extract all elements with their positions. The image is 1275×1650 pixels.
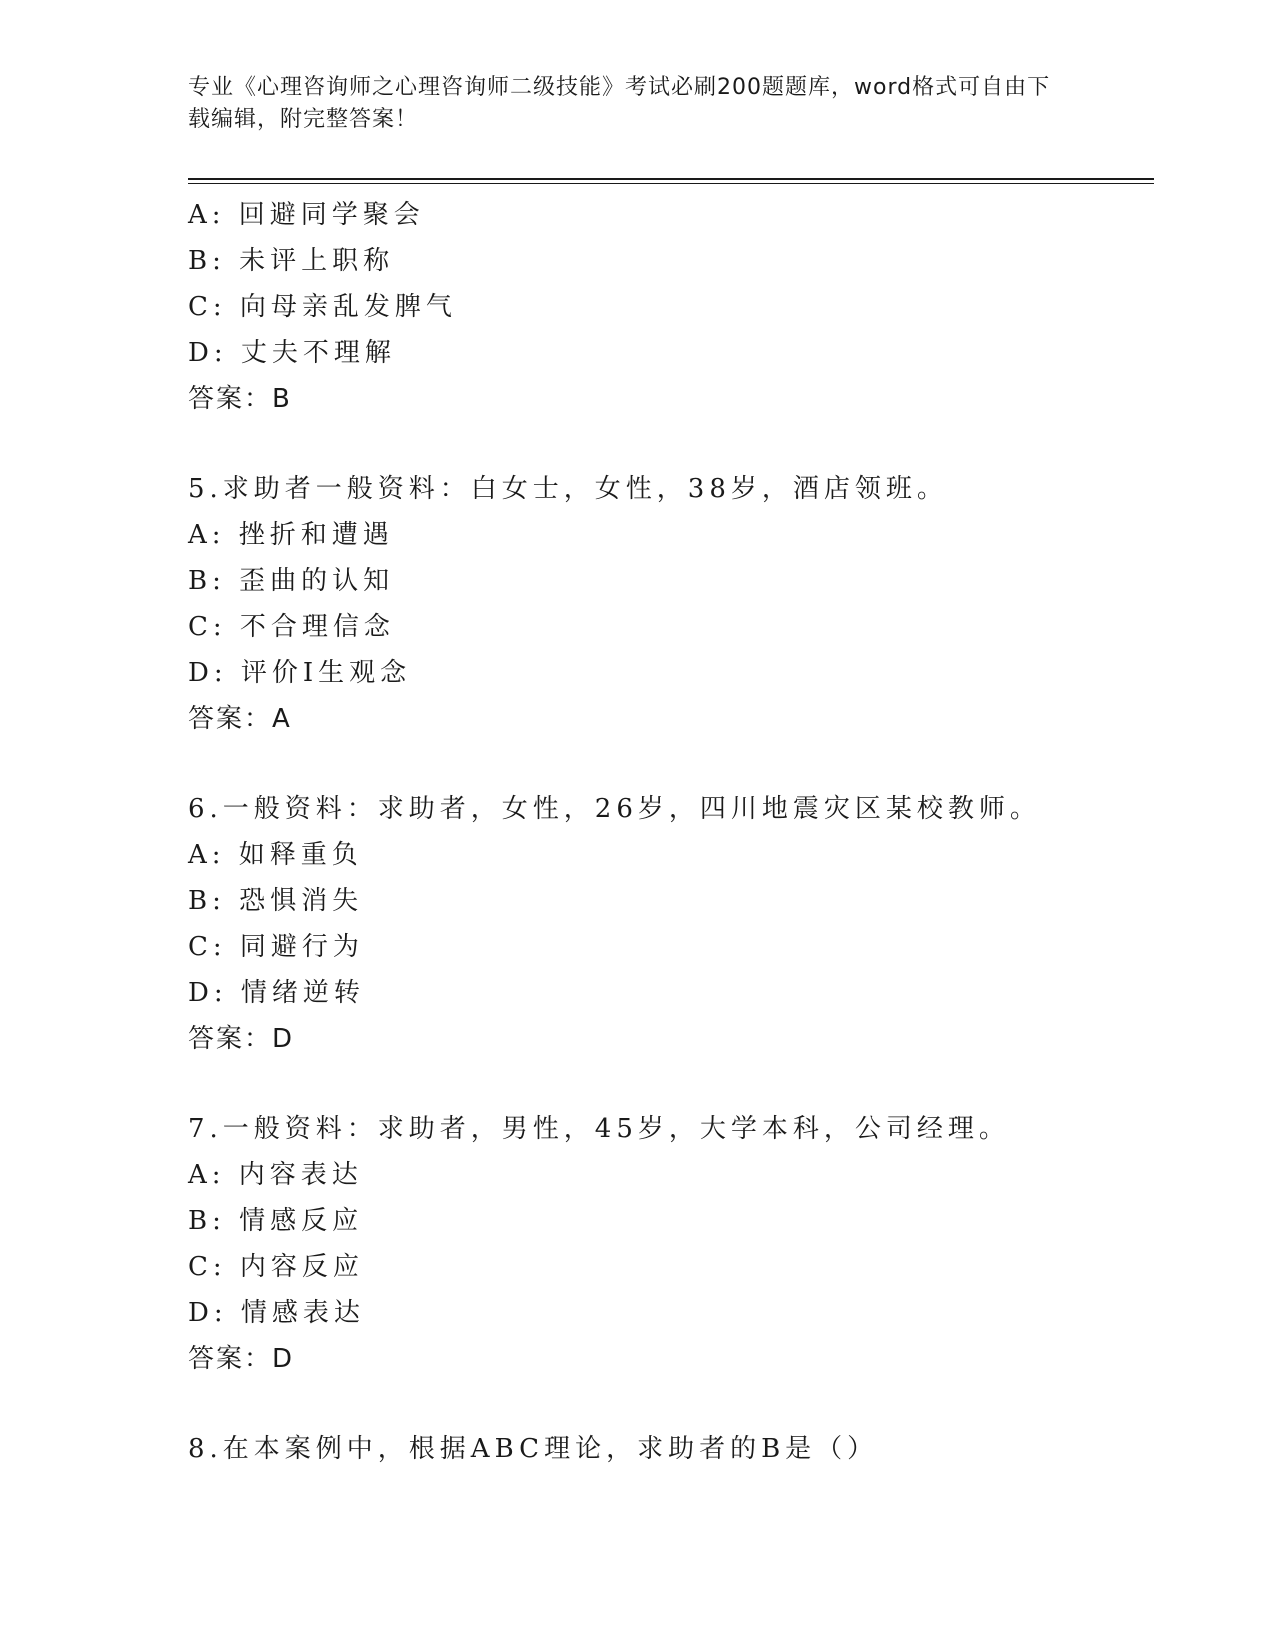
answer-line: 答案：A: [188, 704, 292, 734]
answer-line: 答案：D: [188, 1024, 295, 1054]
option-b: B: 情感反应: [188, 1206, 364, 1236]
option-d: D: 情感表达: [188, 1298, 365, 1328]
option-c: C: 向母亲乱发脾气: [188, 292, 457, 322]
question-list: [188, 192, 1154, 1472]
answer-line: 答案：B: [188, 384, 292, 414]
option-c: C: 同避行为: [188, 932, 364, 962]
option-a: A: 回避同学聚会: [188, 200, 425, 230]
answer-line: 答案：D: [188, 1344, 295, 1374]
option-b: B: 歪曲的认知: [188, 566, 395, 596]
question-6: [188, 786, 1154, 1062]
option-a: A: 挫折和遭遇: [188, 520, 394, 550]
option-c: C: 内容反应: [188, 1252, 364, 1282]
header-divider-thin: [188, 183, 1154, 184]
question-8: [188, 1426, 1154, 1472]
question-stem: 5.求助者一般资料：白女士，女性，38岁，酒店领班。: [188, 474, 948, 504]
question-5: [188, 466, 1154, 742]
question-7: [188, 1106, 1154, 1382]
spacer: [188, 1062, 1154, 1106]
spacer: [188, 742, 1154, 786]
option-d: D: 丈夫不理解: [188, 338, 396, 368]
header-divider-thick: [188, 178, 1154, 180]
spacer: [188, 1382, 1154, 1426]
question-stem: 7.一般资料：求助者，男性，45岁，大学本科，公司经理。: [188, 1114, 1010, 1144]
document-header: 专业《心理咨询师之心理咨询师二级技能》考试必刷200题题库，word格式可自由下载编辑，附完整答案！: [188, 75, 1051, 132]
option-b: B: 恐惧消失: [188, 886, 364, 916]
question-stem: 6.一般资料：求助者，女性，26岁，四川地震灾区某校教师。: [188, 794, 1041, 824]
option-d: D: 情绪逆转: [188, 978, 365, 1008]
option-a: A: 如释重负: [188, 840, 363, 870]
option-a: A: 内容表达: [188, 1160, 363, 1190]
spacer: [188, 422, 1154, 466]
option-d: D: 评价I生观念: [188, 658, 412, 688]
option-c: C: 不合理信念: [188, 612, 395, 642]
question-stem: 8.在本案例中，根据ABC理论，求助者的B是（）: [188, 1434, 879, 1464]
question-4: [188, 192, 1154, 422]
option-b: B: 未评上职称: [188, 246, 395, 276]
